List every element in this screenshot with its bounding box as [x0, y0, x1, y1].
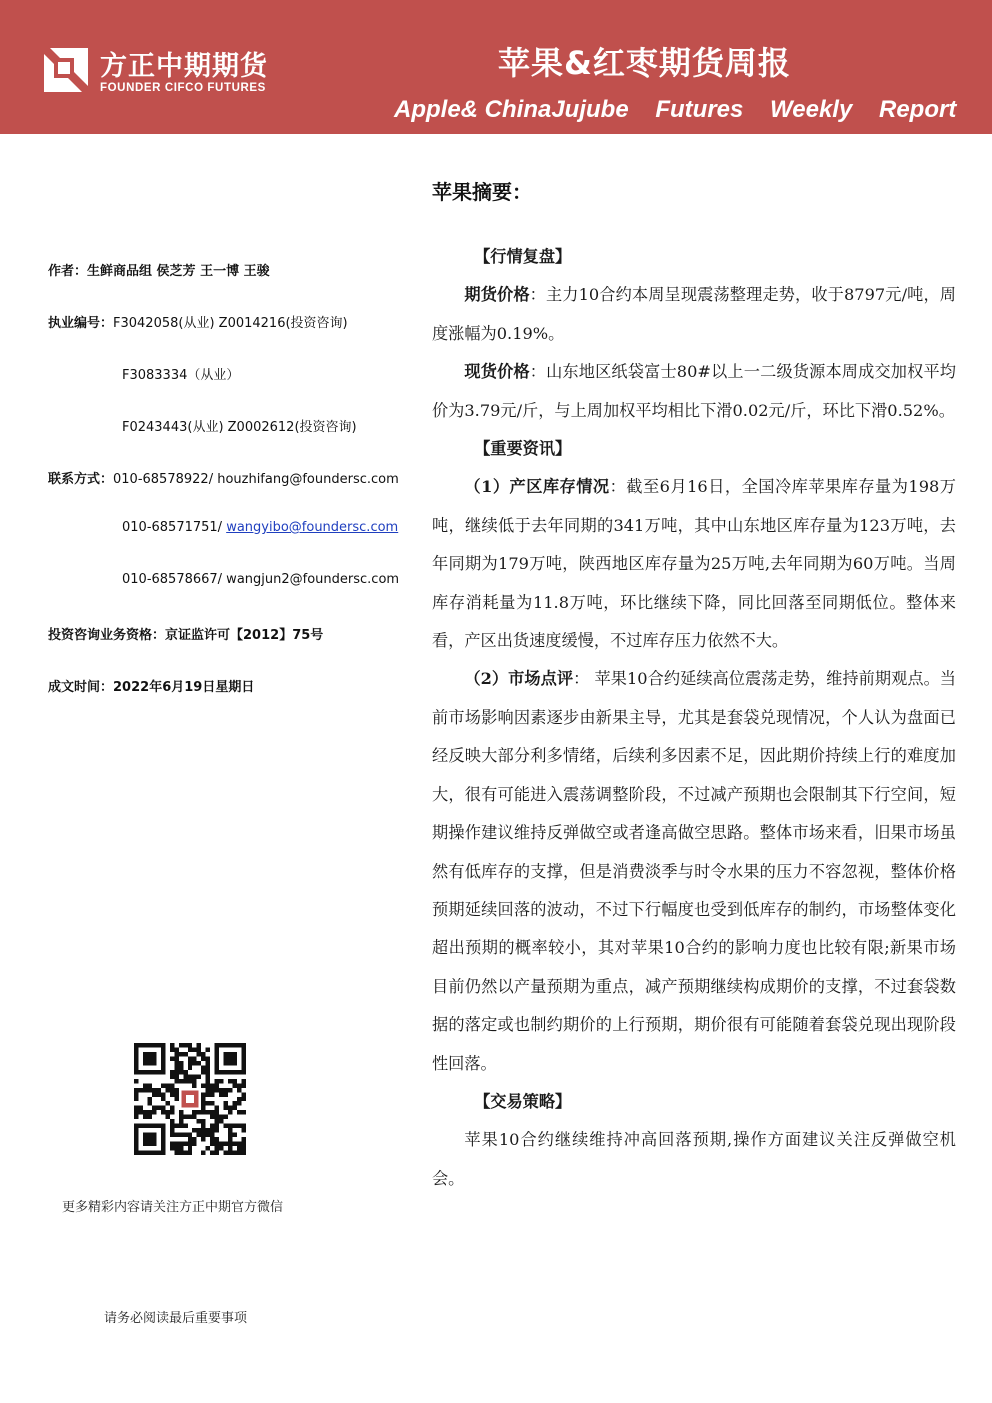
date-value: 2022年6月19日星期日	[113, 680, 255, 695]
author-value: 生鲜商品组 侯芝芳 王一博 王骏	[87, 264, 270, 279]
spot-price-label: 现货价格	[464, 362, 530, 382]
heading-important-news: 【重要资讯】	[474, 439, 572, 459]
contact-line-2	[122, 520, 398, 535]
futures-price-text: ：主力10合约本周呈现震荡整理走势，收于8797元/吨，周度涨幅为0.19%。	[432, 285, 956, 343]
apple-summary-body	[432, 238, 956, 1198]
spot-price-text: ：山东地区纸袋富士80#以上一二级货源本周成交加权平均价为3.79元/斤，与上周加权平均相比下滑0.02元/斤，环比下滑0.52%。	[432, 362, 956, 420]
futures-price-label: 期货价格	[464, 285, 530, 305]
header-banner	[0, 0, 992, 134]
qr-caption: 更多精彩内容请关注方正中期官方微信	[62, 1200, 284, 1215]
author-line	[48, 260, 270, 279]
qualification-label: 投资咨询业务资格：	[48, 628, 166, 643]
date-line	[48, 676, 254, 695]
logo-chinese-name: 方正中期期货	[100, 51, 268, 82]
email-link-wangyibo[interactable]: wangyibo@foundersc.com	[226, 520, 399, 535]
inventory-label: （1）产区库存情况	[464, 477, 610, 497]
market-comment-label: （2）市场点评	[464, 669, 574, 689]
founder-logo-icon	[40, 44, 92, 96]
author-label: 作者：	[48, 264, 88, 279]
contact-value-1: 010-68578922/ houzhifang@foundersc.com	[113, 472, 399, 487]
license-value-1: F3042058(从业) Z0014216(投资咨询)	[113, 316, 348, 331]
section-title: 苹果摘要：	[432, 180, 532, 204]
company-logo	[40, 42, 300, 102]
heading-market-review: 【行情复盘】	[474, 247, 572, 266]
license-label: 执业编号：	[48, 316, 114, 331]
market-comment-text: ： 苹果10合约延续高位震荡走势，维持前期观点。当前市场影响因素逐步由新果主导，尤其是套袋兑现情况，个人认为盘面已经反映大部分利多情绪，后续利多因素不足，因此期价持续上行的难度加大，很有可能进入震荡调整阶段，不过减产预期也会限制其下行空间，短期操作建议维持反弹做空或者逢高做空思路。整体市场来看，旧果市场虽然有低库存的支撑，但是消费淡季与时令水果的压力不容忽视，整体价格预期延续回落的波动，不过下行幅度也受到低库存的制约，市场整体变化超出预期的概率较小，其对苹果10合约的影响力度也比较有限;新果市场目前仍然以产量预期为重点，减产预期继续构成期价的支撑，不过套袋数据的落定或也制约期价的上行预期，期价很有可能随着套袋兑现出现阶段性回落。	[432, 669, 956, 1073]
report-title-cn: 苹果&红枣期货周报	[498, 44, 791, 82]
inventory-text: ：截至6月16日，全国冷库苹果库存量为198万吨，继续低于去年同期的341万吨，其中山东地区库存量为123万吨，去年同期为179万吨，陕西地区库存量为25万吨,去年同期为60万吨。当周库存消耗量为11.8万吨，环比继续下降，同比回落至同期低位。整体来看，产区出货速度缓慢，不过库存压力依然不大。	[432, 477, 956, 651]
contact-phone-2: 010-68571751/	[122, 520, 227, 535]
contact-label: 联系方式：	[48, 472, 114, 487]
contact-line-3: 010-68578667/ wangjun2@foundersc.com	[122, 572, 400, 587]
report-title-en: Apple& ChinaJujube Futures Weekly Report	[394, 96, 957, 123]
futures-price-paragraph	[432, 276, 956, 353]
heading-trading-strategy: 【交易策略】	[474, 1091, 572, 1111]
market-comment-paragraph	[432, 660, 956, 1082]
contact-line-1	[48, 468, 399, 487]
disclaimer-note: 请务必阅读最后重要事项	[104, 1311, 248, 1326]
license-line-3: F0243443(从业) Z0002612(投资咨询)	[122, 420, 357, 435]
logo-english-name: FOUNDER CIFCO FUTURES	[100, 82, 266, 94]
inventory-paragraph	[432, 468, 956, 660]
date-label: 成文时间：	[48, 680, 114, 695]
license-line-2: F3083334（从业）	[122, 368, 240, 383]
strategy-paragraph: 苹果10合约继续维持冲高回落预期,操作方面建议关注反弹做空机会。	[432, 1130, 956, 1188]
wechat-qr-code[interactable]	[134, 1043, 246, 1155]
spot-price-paragraph	[432, 353, 956, 430]
qualification-value: 京证监许可【2012】75号	[165, 628, 324, 643]
qualification-line	[48, 624, 323, 643]
license-line-1	[48, 312, 348, 331]
